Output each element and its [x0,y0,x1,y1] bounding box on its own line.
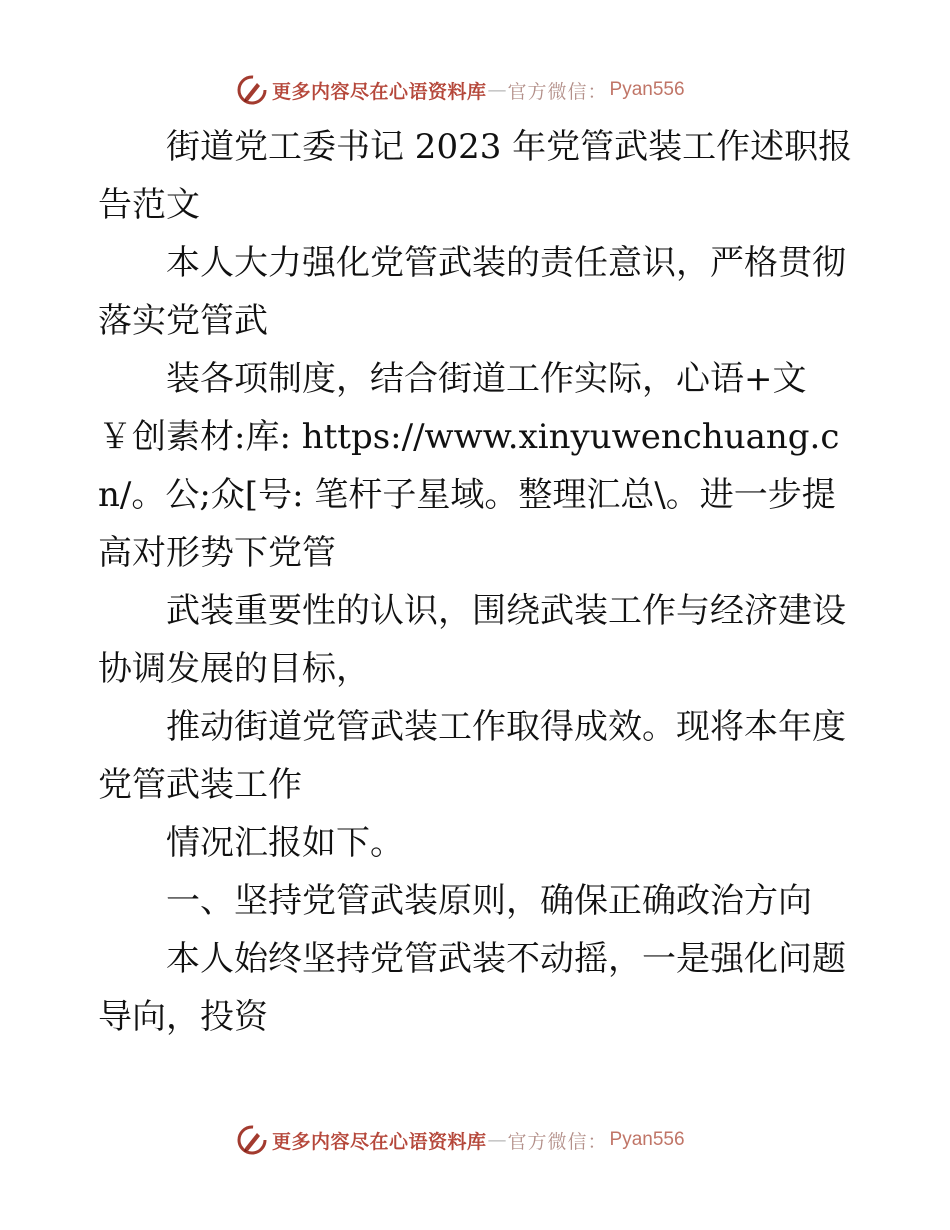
paragraph: 武装重要性的认识，围绕武装工作与经济建设协调发展的目标， [98,591,846,689]
paragraph: 装各项制度，结合街道工作实际，心语+文￥创素材:库: https://www.xinyuwenchuang.cn/。公;众[号: 笔杆子星域。整理汇总\。进一步提高对形势下党管 [98,359,840,573]
header-watermark [236,73,685,107]
section-heading: 一、坚持党管武装原则，确保正确政治方向 [166,881,812,921]
watermark-site-name: 更多内容尽在心语资料库 [272,80,487,103]
paragraph: 推动街道党管武装工作取得成效。现将本年度党管武装工作 [98,707,846,805]
footer-watermark [236,1123,685,1157]
pen-logo-icon [236,1124,268,1156]
watermark-site-name: 更多内容尽在心语资料库 [272,1130,487,1153]
paragraph: 本人始终坚持党管武装不动摇，一是强化问题导向，投资 [98,939,846,1037]
watermark-wechat-label: 官方微信： [507,80,608,103]
watermark-wechat-label: 官方微信： [507,1130,608,1153]
document-title: 街道党工委书记 2023 年党管武装工作述职报告范文 [98,127,853,225]
watermark-wechat-id: Pyan556 [609,1129,685,1150]
paragraph: 情况汇报如下。 [166,823,404,863]
watermark-wechat-id: Pyan556 [609,79,685,100]
pen-logo-icon [236,74,268,106]
watermark-separator: — [487,79,507,101]
watermark-separator: — [487,1129,507,1151]
paragraph: 本人大力强化党管武装的责任意识，严格贯彻落实党管武 [98,243,846,341]
document-body [98,118,858,1046]
